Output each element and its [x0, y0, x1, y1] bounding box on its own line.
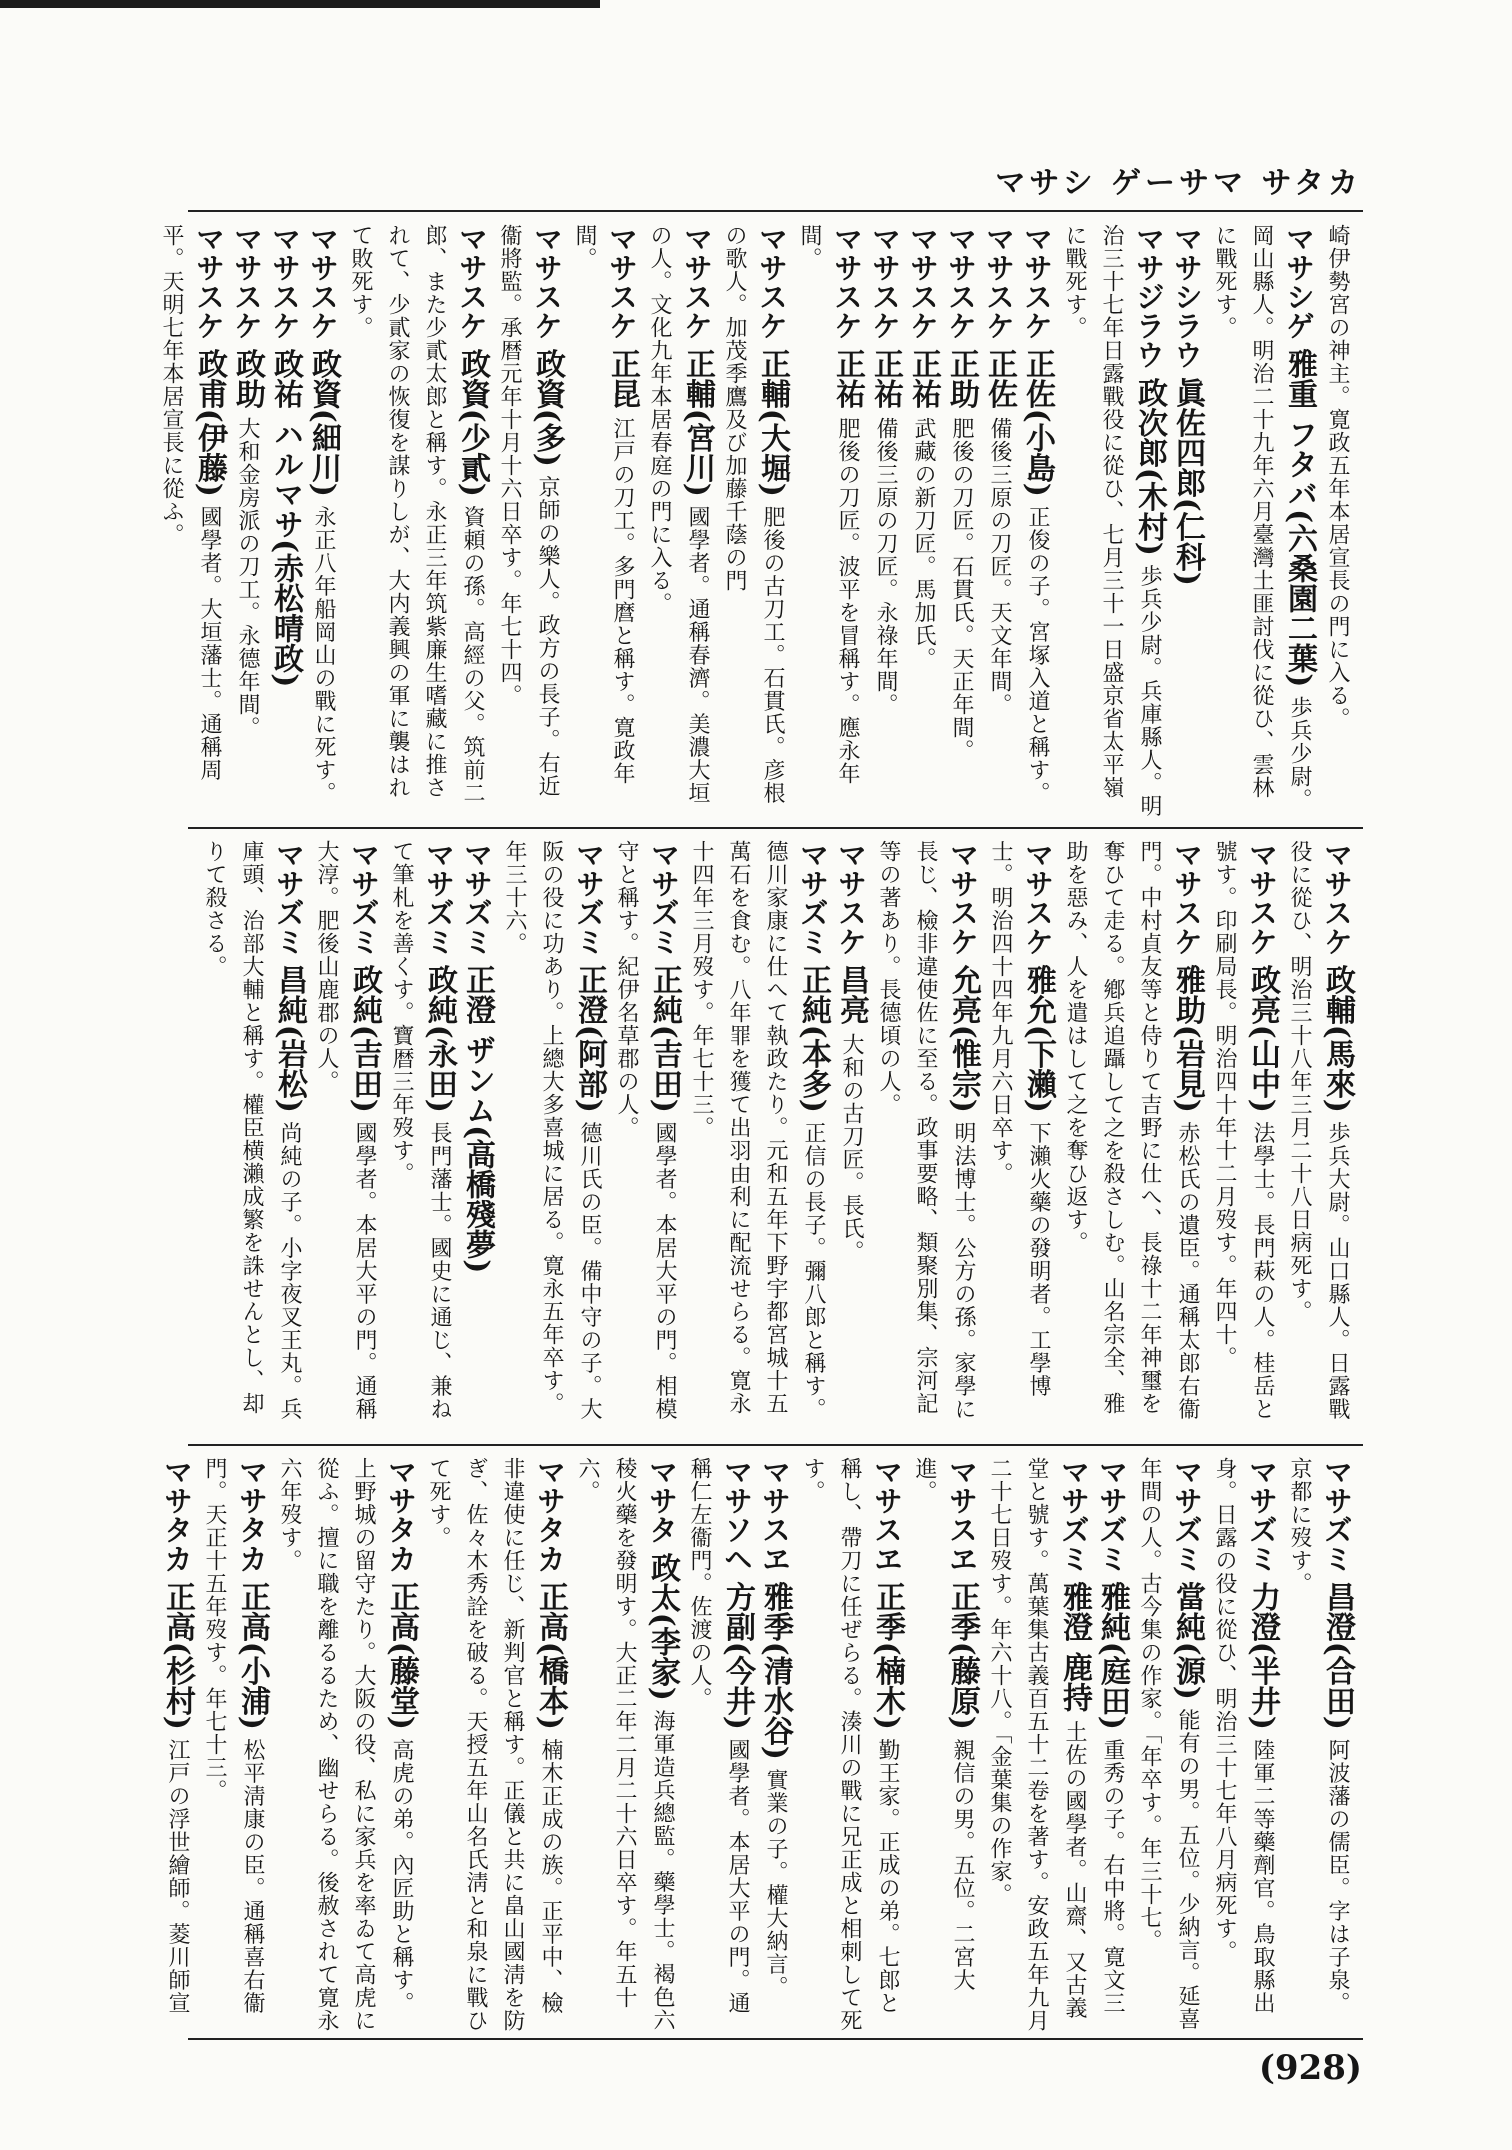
dictionary-entry: [228, 224, 266, 819]
entry-kana: マサズミ: [272, 840, 306, 956]
entry-description: 資頼の孫。高經の父。筑前二郎、また少貳太郎と稱す。永正三年筑紫廉生嗜藏に推されて、少貳家の恢復を謀りしが、大内義興の軍に襲はれて敗死す。: [348, 224, 485, 805]
tier-divider-1: [188, 827, 1363, 829]
entry-description: 實業の子。權大納言。: [763, 1768, 788, 1999]
entry-description: 親信の男。五位。二宮大進。: [912, 1457, 975, 1992]
entry-kana: マサズミ: [1170, 1457, 1204, 1573]
entry-name: 正昆: [605, 348, 640, 409]
entry-description: 國學者。本居大平の門。相模守と稱す。紀伊名草郡の人。: [614, 840, 677, 1421]
entry-name: 政甫(伊藤): [192, 348, 227, 497]
entry-description: 江戸の刀工。多門麿と稱す。寛政年間。: [572, 224, 635, 786]
entry-kana: マサスケ: [306, 224, 340, 340]
dictionary-entry: [196, 1457, 271, 2032]
dictionary-entry: [794, 1457, 906, 2032]
entry-name: 政純(永田): [422, 964, 457, 1113]
entry-kana: マサズミ: [347, 840, 381, 956]
dictionary-entry: [791, 224, 866, 819]
entry-name: 昌澄(合田): [1320, 1581, 1355, 1730]
entry-name: 雅純(庭田): [1095, 1581, 1130, 1730]
entry-kana: マサシゲ: [1282, 224, 1316, 340]
entry-kana: マサズミ: [572, 840, 606, 956]
entry-description: 赤松氏の遺臣。通稱太郎右衞門。中村貞友等と侍りて吉野に仕へ、長祿十二年神璽を奪ひて走る。鄕兵追躡して之を殺さしむ。山名宗全、雅助を惡み、人を遣はして之を奪ひ返す。: [1063, 840, 1200, 1421]
entry-kana: マサスケ: [906, 224, 940, 340]
dictionary-entry: [566, 224, 641, 819]
entry-kana: マサスケ: [530, 224, 564, 340]
page-header: マサシ ゲーサマ サタカ: [995, 166, 1362, 201]
entry-kana: マサシラウ: [1170, 224, 1204, 369]
dictionary-entry: [641, 224, 716, 819]
dictionary-entry: [756, 1457, 794, 2032]
entry-kana: マサスケ: [680, 224, 714, 340]
entry-name: 正輔(大堀): [755, 348, 790, 497]
dictionary-entry: [1131, 1457, 1206, 2032]
entry-name: 正季(藤原): [945, 1581, 980, 1730]
dictionary-entry: [1206, 840, 1281, 1435]
entry-kana: マサズミ: [796, 840, 830, 956]
entry-description: 阿波藩の儒臣。字は子泉。京都に歿す。: [1287, 1457, 1350, 2015]
entry-name: 當純(源): [1170, 1581, 1205, 1700]
dictionary-entry: [832, 840, 870, 1435]
dictionary-entry: [1281, 840, 1356, 1435]
entry-kana: マサスケ: [1245, 840, 1279, 956]
tier-middle: [196, 840, 1356, 1435]
entry-name: 方副(今井): [720, 1581, 755, 1730]
entry-description: 武藏の新刀匠。馬加氏。: [911, 417, 936, 671]
entry-description: 楠木正成の族。正平中、檢非違使に任じ、新判官と稱す。正儀と共に畠山國淸を防ぎ、佐々木秀詮を破る。天授五年山名氏淸と和泉に戰ひて死す。: [426, 1457, 563, 2032]
entry-name: 政亮(山中): [1245, 964, 1280, 1113]
entry-name: 正佐: [982, 348, 1017, 409]
entry-kana: マサスケ: [455, 224, 489, 340]
entry-name: 雅允(下瀨): [1021, 964, 1056, 1113]
entry-description: 勤王家。正成の弟。七郎と稱し、帶刀に任ぜらる。湊川の戰に兄正成と相刺して死す。: [800, 1457, 900, 2032]
entry-kana: マサソヘ: [720, 1457, 754, 1573]
dictionary-entry: [866, 224, 904, 819]
entry-name: 正季(楠木): [870, 1581, 905, 1730]
entry-name: 正高(藤堂): [384, 1581, 419, 1730]
entry-name: 正輔(宮川): [680, 348, 715, 497]
entry-description: 歩兵大尉。山口縣人。日露戰役に從ひ、明治三十八年三月二十八日病死す。: [1287, 840, 1350, 1421]
entry-kana: マサズミ: [422, 840, 456, 956]
entry-kana: マサスケ: [230, 224, 264, 340]
entry-description: 法學士。長門萩の人。桂岳と號す。印刷局長。明治四十年十二月歿す。年四十。: [1212, 840, 1275, 1421]
dictionary-entry: [981, 1457, 1093, 2032]
entry-description: 國學者。通稱春濟。美濃大垣の人。文化九年本居春庭の門に入る。: [647, 224, 710, 805]
entry-name: 昌亮: [834, 964, 869, 1025]
entry-name: 政資(少貳): [455, 348, 490, 497]
entry-name: 正澄 ザンム(高橋殘夢): [460, 964, 495, 1274]
dictionary-entry: [716, 224, 791, 819]
dictionary-entry: [980, 224, 1018, 819]
entry-description: 下瀨火藥の發明者。工學博士。明治四十四年九月六日卒す。: [988, 840, 1051, 1398]
entry-name: 雅助(岩見): [1170, 964, 1205, 1113]
entry-name: 正助: [944, 348, 979, 409]
dictionary-entry: [1056, 224, 1168, 819]
entry-description: 國學者。本居大平の門。通稱大淳。肥後山鹿郡の人。: [314, 840, 377, 1421]
entry-kana: マサタカ: [384, 1457, 418, 1573]
entry-description: 崎伊勢宮の神主。寛政五年本居宣長の門に入る。: [1325, 224, 1350, 730]
entry-name: 政次郎(木村): [1132, 377, 1167, 556]
entry-kana: マサスヱ: [945, 1457, 979, 1573]
tier-top: [159, 224, 1356, 819]
entry-kana: マサスケ: [1170, 840, 1204, 956]
dictionary-entry: [196, 840, 308, 1435]
entry-kana: マサスケ: [1320, 840, 1354, 956]
dictionary-entry: [420, 1457, 569, 2032]
entry-description: 永正八年船岡山の戰に死す。: [311, 505, 336, 805]
entry-kana: マサズミ: [647, 840, 681, 956]
entry-description: 肥後の刀匠。石貫氏。天正年間。: [949, 417, 974, 763]
entry-description: 長門藩士。國史に通じ、兼ねて筆札を善くす。寶暦三年歿す。: [389, 840, 452, 1421]
entry-kana: マサタ: [645, 1457, 679, 1544]
dictionary-entry: [491, 224, 566, 819]
tier-bottom: [160, 1457, 1356, 2032]
entry-name: 雅重 フタバ(六桑園二葉): [1282, 348, 1317, 688]
dictionary-entry: [870, 840, 982, 1435]
dictionary-entry: [158, 1457, 196, 2032]
entry-name: 政純(吉田): [347, 964, 382, 1113]
entry-description: 肥後の古刀工。石貫氏。彦根の歌人。加茂季鷹及び加藤千蔭の門: [722, 224, 785, 805]
dictionary-entry: [569, 1457, 681, 2032]
dictionary-entry: [942, 224, 980, 819]
entry-name: 允亮(惟宗): [946, 964, 981, 1113]
dictionary-entry: [608, 840, 683, 1435]
entry-kana: マサスケ: [982, 224, 1016, 340]
entry-description: 高虎の弟。內匠助と稱す。上野城の留守たり。大阪の役、私に家兵を率ゐて高虎に從ふ。擅に職を離るるため、幽せらる。後赦されて寛永六年歿す。: [277, 1457, 414, 2032]
entry-kana: マサタカ: [533, 1457, 567, 1573]
dictionary-entry: [271, 1457, 420, 2032]
dictionary-entry: [496, 840, 608, 1435]
dictionary-entry: [266, 224, 304, 819]
dictionary-entry: [1168, 224, 1206, 819]
entry-description: 江戸の浮世繪師。菱川師宣: [165, 1738, 190, 2015]
dictionary-entry: [1206, 224, 1318, 819]
entry-name: 正純(吉田): [647, 964, 682, 1113]
entry-description: 國學者。大垣藩士。通稱周平。天明七年本居宣長に從ふ。: [159, 224, 222, 782]
dictionary-entry: [304, 224, 342, 819]
entry-description: 正信の長子。彌八郎と稱す。德川家康に仕へて執政たり。元和五年下野宇都宮城十五萬石を食む。八年罪を獲て出羽由利に配流せらる。寛永十四年三月歿す。年七十三。: [689, 840, 826, 1421]
entry-name: 正高(杉村): [160, 1581, 195, 1730]
tier-divider-2: [188, 1444, 1363, 1446]
dictionary-frame: [159, 210, 1363, 2040]
dictionary-entry: [683, 840, 832, 1435]
entry-name: 正祐: [868, 348, 903, 409]
dictionary-entry: [153, 224, 228, 819]
entry-description: 歩兵少尉。兵庫縣人。明治三十七年日露戰役に從ひ、七月三十一日盛京省太平嶺に戰死す。: [1062, 224, 1162, 818]
entry-name: 政輔(馬來): [1320, 964, 1355, 1113]
entry-description: 海軍造兵總監。藥學士。褐色六稜火藥を發明す。大正二年二月二十六日卒す。年五十六。: [575, 1457, 675, 2032]
entry-name: 力澄(半井): [1245, 1581, 1280, 1730]
entry-name: 正高(小浦): [235, 1581, 270, 1730]
entry-kana: マサスケ: [830, 224, 864, 340]
dictionary-entry: [383, 840, 458, 1435]
entry-kana: マサタカ: [160, 1457, 194, 1573]
entry-name: 正祐: [906, 348, 941, 409]
entry-kana: マサスケ: [1020, 224, 1054, 340]
entry-name: 正澄(阿部): [572, 964, 607, 1113]
entry-kana: マサジラウ: [1132, 224, 1166, 369]
dictionary-entry: [1057, 840, 1206, 1435]
entry-description: 歩兵少尉。岡山縣人。明治二十九年六月臺灣土匪討伐に從ひ、雲林に戰死す。: [1212, 224, 1312, 812]
entry-kana: マサスケ: [192, 224, 226, 340]
entry-kana: マサスヱ: [758, 1457, 792, 1573]
entry-kana: マサズミ: [1057, 1457, 1091, 1573]
entry-description: 陸軍二等藥劑官。鳥取縣出身。日露の役に從ひ、明治三十七年八月病死す。: [1212, 1457, 1275, 2015]
dictionary-entry: [458, 840, 496, 1435]
entry-description: 京師の樂人。政方の長子。右近衞將監。承暦元年十月十六日卒す。年七十四。: [497, 224, 560, 798]
entry-kana: マサスケ: [605, 224, 639, 340]
entry-description: 正俊の子。宮塚入道と稱す。: [1025, 505, 1050, 805]
entry-name: 政資(細川): [306, 348, 341, 497]
entry-description: 大和の古刀匠。長氏。: [839, 1033, 864, 1264]
dictionary-entry: [1093, 1457, 1131, 2032]
entry-kana: マサタカ: [235, 1457, 269, 1573]
top-rule: [0, 0, 600, 8]
entry-name: 眞佐四郎(仁科): [1170, 377, 1205, 586]
entry-description: 備後三原の刀匠。天文年間。: [987, 417, 1012, 717]
dictionary-entry: [1018, 224, 1056, 819]
dictionary-entry: [982, 840, 1057, 1435]
entry-name: 雅季(清水谷): [758, 1581, 793, 1760]
entry-description: 明法博士。公方の孫。家學に長じ、檢非違使佐に至る。政事要略、類聚別集、宗河記等の著あり。長德頃の人。: [876, 840, 976, 1421]
entry-description: 能有の男。五位。少納言。延喜年間の人。古今集の作家。「年卒す。年三十七。: [1137, 1457, 1200, 2031]
dictionary-entry: [904, 224, 942, 819]
entry-description: 尚純の子。小字夜叉王丸。兵庫頭、治部大輔と稱す。權臣横瀨成繁を誅せんとし、却りて殺さる。: [202, 840, 302, 1421]
entry-kana: マサスケ: [268, 224, 302, 340]
entry-description: 國學者。本居大平の門。通稱仁左衞門。佐渡の人。: [687, 1457, 750, 2015]
entry-name: 正高(橋本): [533, 1581, 568, 1730]
entry-kana: マサスケ: [944, 224, 978, 340]
dictionary-entry: [1206, 1457, 1281, 2032]
entry-kana: マサズミ: [1245, 1457, 1279, 1573]
entry-description: 松平淸康の臣。通稱喜右衞門。天正十五年歿す。年七十三。: [202, 1457, 265, 2015]
dictionary-entry: [1281, 1457, 1356, 2032]
dictionary-entry: [681, 1457, 756, 2032]
entry-name: 政祐 ハルマサ(赤松晴政): [268, 348, 303, 688]
entry-kana: マサズミ: [1095, 1457, 1129, 1573]
entry-kana: マサスケ: [946, 840, 980, 956]
entry-description: 重秀の子。右中將。寛文三: [1100, 1738, 1125, 2015]
entry-name: 正佐(小島): [1020, 348, 1055, 497]
entry-kana: マサズミ: [1320, 1457, 1354, 1573]
entry-kana: マサスケ: [1021, 840, 1055, 956]
entry-name: 雅澄 鹿持: [1057, 1581, 1092, 1713]
entry-name: 政助: [230, 348, 265, 409]
entry-kana: マサスケ: [755, 224, 789, 340]
entry-name: 正祐: [830, 348, 865, 409]
entry-description: 備後三原の刀匠。永祿年間。: [873, 417, 898, 717]
dictionary-entry: [1318, 224, 1356, 819]
dictionary-entry: [308, 840, 383, 1435]
entry-name: 政太(李家): [645, 1552, 680, 1701]
entry-name: 昌純(岩松): [272, 964, 307, 1113]
entry-kana: マサスヱ: [870, 1457, 904, 1573]
entry-kana: マサスケ: [834, 840, 868, 956]
entry-name: 正純(本多): [796, 964, 831, 1113]
dictionary-entry: [906, 1457, 981, 2032]
entry-description: 大和金房派の刀工。永德年間。: [235, 417, 260, 740]
entry-description: 德川氏の臣。備中守の子。大阪の役に功あり。上總大多喜城に居る。寛永五年卒す。年三十六。: [502, 840, 602, 1421]
entry-kana: マサズミ: [460, 840, 494, 956]
entry-name: 政資(多): [530, 348, 565, 467]
entry-description: 肥後の刀匠。波平を冒稱す。應永年間。: [797, 224, 860, 786]
entry-kana: マサスケ: [868, 224, 902, 340]
dictionary-entry: [342, 224, 491, 819]
page-number: (928): [1258, 2048, 1362, 2088]
entry-description: 土佐の國學者。山齋、又古義堂と號す。萬葉集古義百五十二卷を著す。安政五年九月二十七日歿す。年六十八。「金葉集の作家。: [987, 1457, 1087, 2032]
